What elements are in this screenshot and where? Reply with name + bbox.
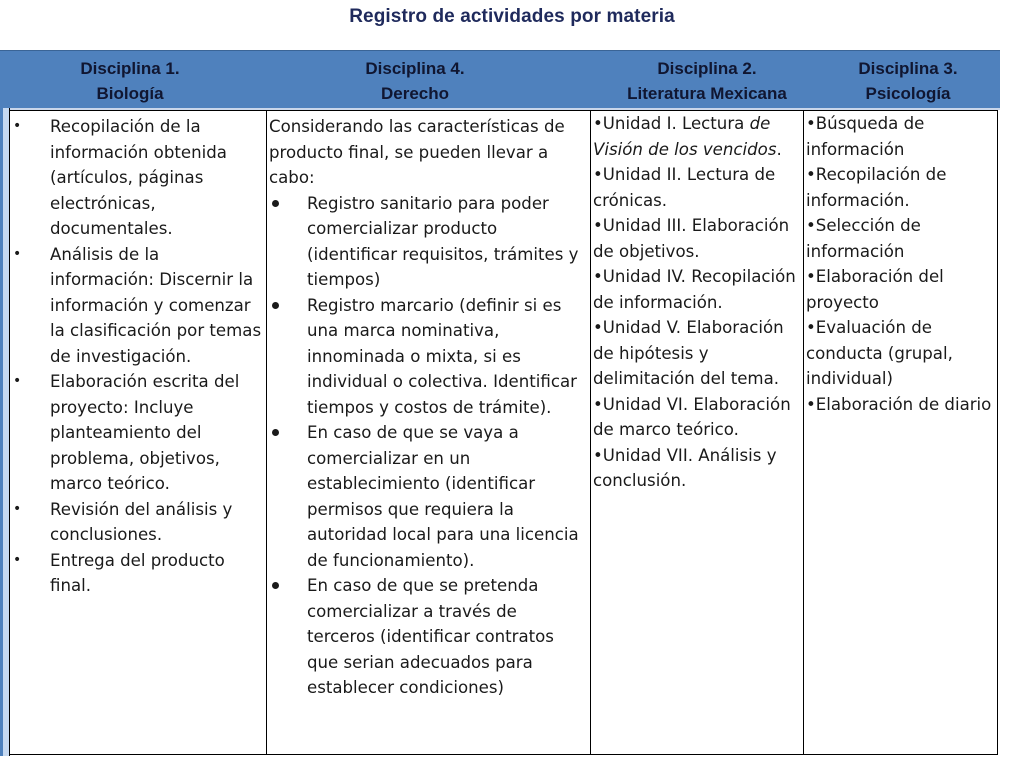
header-line1: Disciplina 1. (80, 59, 180, 78)
header-line2: Literatura Mexicana (627, 84, 787, 103)
list-item: •Búsqueda de información (806, 114, 925, 159)
activities-table (9, 110, 998, 755)
list-item: En caso de que se vaya a comercializar en un establecimiento (identificar permisos que requiera la autoridad local para una licencia de funcionamiento). (267, 420, 590, 573)
header-line2: Derecho (380, 84, 450, 103)
cell-biologia (10, 111, 266, 754)
derecho-intro: Considerando las características de producto final, se pueden llevar a cabo: (269, 117, 565, 187)
cell-psicologia (803, 111, 997, 754)
header-line1: Disciplina 3. (858, 59, 958, 78)
list-item: •Unidad VI. Elaboración de marco teórico. (593, 394, 791, 439)
list-item: Registro sanitario para poder comercializar producto (identificar requisitos, trámites y tiempos) (267, 191, 590, 293)
header-literatura (596, 56, 818, 106)
cell-derecho (266, 111, 590, 754)
header-psicologia (820, 56, 996, 106)
table-header (0, 50, 1000, 110)
list-item: • Revisión del análisis y conclusiones. (10, 497, 266, 548)
unit-suffix: . (776, 139, 782, 159)
list-item: •Evaluación de conducta (grupal, individual) (806, 318, 953, 388)
header-biologia (15, 56, 245, 106)
unit-prefix: •Unidad I. Lectura (593, 114, 750, 133)
list-item: •Elaboración de diario (806, 394, 992, 414)
list-item: Registro marcario (definir si es una marca nominativa, innominada o mixta, si es individual o colectiva. Identificar tiempos y costos de trámite). (267, 293, 590, 421)
unit-book-title: de Visión de los vencidos (593, 114, 777, 159)
header-derecho (305, 56, 525, 106)
list-item: • Análisis de la información: Discernir la información y comenzar la clasificación por temas de investigación. (10, 242, 266, 370)
header-line2: Biología (96, 84, 164, 103)
page-title: Registro de actividades por materia (349, 6, 675, 27)
list-item: •Selección de información (806, 216, 921, 261)
header-line1: Disciplina 2. (657, 59, 757, 78)
list-item: •Unidad V. Elaboración de hipótesis y delimitación del tema. (593, 318, 784, 388)
list-item: •Unidad II. Lectura de crónicas. (593, 165, 776, 210)
list-item: •Unidad III. Elaboración de objetivos. (593, 216, 790, 261)
list-item: •Recopilación de información. (806, 165, 947, 210)
header-line2: Psicología (865, 84, 951, 103)
list-item (593, 111, 801, 162)
list-item: • Entrega del producto final. (10, 548, 266, 599)
list-item: • Elaboración escrita del proyecto: Incluye planteamiento del problema, objetivos, marco teórico. (10, 369, 266, 497)
header-line1: Disciplina 4. (365, 59, 465, 78)
list-item: •Elaboración del proyecto (806, 267, 944, 312)
list-item: •Unidad IV. Recopilación de información. (593, 267, 796, 312)
cell-literatura (590, 111, 803, 754)
list-item: En caso de que se pretenda comercializar a través de terceros (identificar contratos que serian adecuados para establecer condiciones) (267, 573, 590, 701)
list-item: • Recopilación de la información obtenida (artículos, páginas electrónicas, documentales. (10, 114, 266, 242)
list-item: •Unidad VII. Análisis y conclusión. (593, 445, 777, 490)
